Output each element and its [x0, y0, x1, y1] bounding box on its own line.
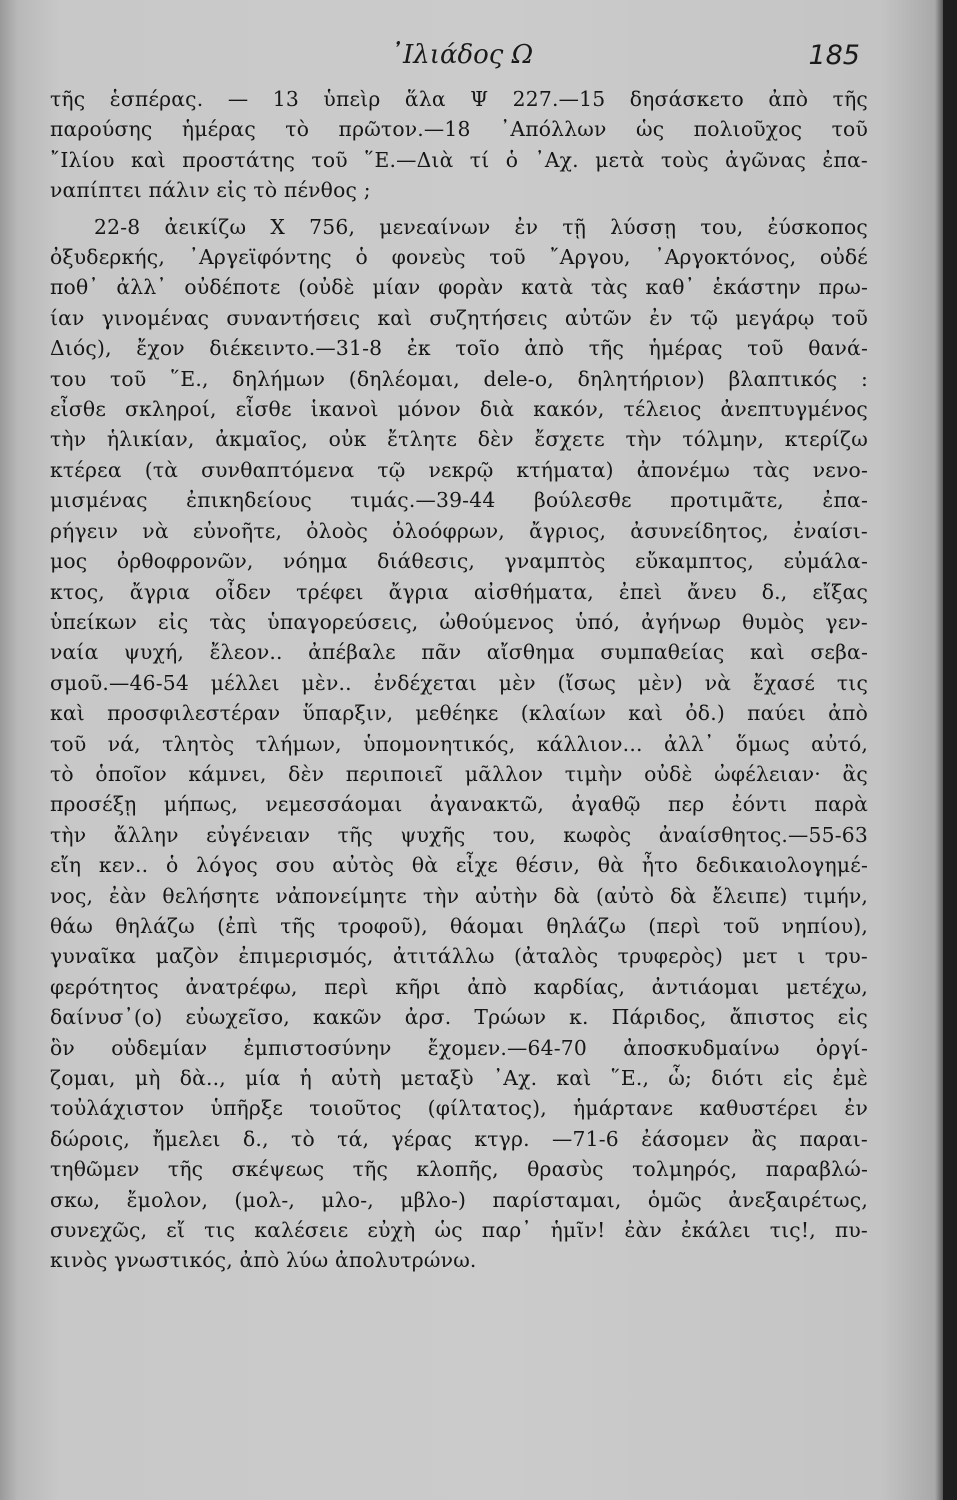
text-line: 22-8 ἀεικίζω Χ 756, μενεαίνων ἐν τῇ λύσσῃ του, ἐύσκοπος: [94, 214, 868, 239]
text-line: κινὸς γνωστικός, ἀπὸ λύω ἀπολυτρώνω.: [50, 1248, 477, 1273]
text-line: τὴν ἡλικίαν, ἀκμαῖος, οὐκ ἔτλητε δὲν ἔσχετε τὴν τόλμην, κτερίζω: [50, 427, 868, 452]
text-line: φερότητος ἀνατρέφω, περὶ κῆρι ἀπὸ καρδίας, ἀντιάομαι μετέχω,: [50, 974, 868, 999]
text-line: ὑπείκων εἰς τὰς ὑπαγορεύσεις, ὠθούμενος ὑπό, ἀγήνωρ θυμὸς γεν-: [50, 609, 868, 634]
text-line: ναία ψυχή, ἔλεον.. ἀπέβαλε πᾶν αἴσθημα συμπαθείας καὶ σεβα-: [50, 640, 868, 665]
text-line: κτέρεα (τὰ συνθαπτόμενα τῷ νεκρῷ κτήματα) ἀπονέμω τὰς νενο-: [50, 457, 868, 482]
text-line: ὀξυδερκής, ᾿Αργεϊφόντης ὁ φονεὺς τοῦ ῎Αργου, ᾿Αργοκτόνος, οὐδέ: [50, 245, 868, 270]
text-line: παρούσης ἡμέρας τὸ πρῶτον.—18 ᾿Απόλλων ὡς πολιοῦχος τοῦ: [50, 117, 868, 142]
text-line: μος ὀρθοφρονῶν, νόημα διάθεσις, γναμπτὸς εὔκαμπτος, εὐμάλα-: [50, 549, 868, 574]
text-line: τοὐλάχιστον ὑπῆρξε τοιοῦτος (φίλτατος), ἡμάρτανε καθυστέρει ἐν: [50, 1096, 868, 1121]
text-line: εἴη κεν.. ὁ λόγος σου αὐτὸς θὰ εἶχε θέσιν, θὰ ἦτο δεδικαιολογημέ-: [50, 853, 868, 878]
page-number: 185: [808, 40, 860, 71]
text-line: ναπίπτει πάλιν εἰς τὸ πένθος ;: [50, 178, 371, 203]
text-line: ίαν γινομένας συναντήσεις καὶ συζητήσεις αὐτῶν ἐν τῷ μεγάρῳ τοῦ: [50, 305, 868, 330]
text-line: γυναῖκα μαζὸν ἐπιμερισμός, ἀτιτάλλω (ἀταλὸς τρυφερὸς) μετ ι τρυ-: [50, 944, 868, 969]
text-line: εἶσθε σκληροί, εἶσθε ἱκανοὶ μόνον διὰ κακόν, τέλειος ἀνεπτυγμένος: [50, 397, 868, 422]
text-line: τοῦ νά, τλητὸς τλήμων, ὑπομονητικός, κάλλιον... ἀλλ᾿ ὅμως αὐτό,: [50, 731, 868, 756]
text-line: τὸ ὁποῖον κάμνει, δὲν περιποιεῖ μᾶλλον τιμὴν οὐδὲ ὠφέλειαν· ἂς: [50, 761, 868, 786]
text-line: σκω, ἔμολον, (μολ-, μλο-, μβλο-) παρίσταμαι, ὁμῶς ἀνεξαιρέτως,: [50, 1187, 868, 1212]
text-line: τὴν ἄλλην εὐγένειαν τῆς ψυχῆς του, κωφὸς ἀναίσθητος.—55-63: [50, 822, 868, 847]
text-line: τῆς ἑσπέρας. — 13 ὑπεὶρ ἅλα Ψ 227.—15 δησάσκετο ἀπὸ τῆς: [50, 87, 868, 111]
text-line: προσέξῃ μήπως, νεμεσσάομαι ἀγανακτῶ, ἀγαθῷ περ ἐόντι παρὰ: [50, 792, 868, 817]
text-line: καὶ προσφιλεστέραν ὕπαρξιν, μεθέηκε (κλαίων καὶ ὀδ.) παύει ἀπὸ: [50, 701, 868, 726]
text-line: θάω θηλάζω (ἐπὶ τῆς τροφοῦ), θάομαι θηλάζω (περὶ τοῦ νηπίου),: [50, 913, 868, 938]
text-line: μισμένας ἐπικηδείους τιμάς.—39-44 βούλεσθε προτιμᾶτε, ἐπα-: [50, 488, 868, 513]
running-title: ᾿Ιλιάδος Ω: [390, 40, 534, 70]
text-line: ρήγειν νὰ εὐνοῆτε, ὀλοὸς ὀλοόφρων, ἄγριος, ἀσυνείδητος, ἐναίσι-: [50, 518, 868, 543]
text-line: ποθ᾿ ἀλλ᾿ οὐδέποτε (οὐδὲ μίαν φορὰν κατὰ τὰς καθ᾿ ἑκάστην πρω-: [50, 275, 868, 300]
text-line: του τοῦ ῞Ε., δηλήμων (δηλέομαι, dele-o, δηλητήριον) βλαπτικός :: [50, 366, 868, 391]
page-header: [50, 40, 868, 84]
text-line: ζομαι, μὴ δὰ.., μία ἡ αὐτὴ μεταξὺ ᾿Αχ. καὶ ῞Ε., ὧ; διότι εἰς ἐμὲ: [50, 1066, 868, 1090]
text-line: συνεχῶς, εἴ τις καλέσειε εὐχὴ ὡς παρ᾿ ἡμῖν! ἐὰν ἐκάλει τις!, πυ-: [50, 1218, 868, 1243]
text-line: δαίνυσ᾿(ο) εὐωχεῖσο, κακῶν ἀρσ. Τρώων κ. Πάριδος, ἄπιστος εἰς: [50, 1005, 868, 1030]
text-line: ῎Ιλίου καὶ προστάτης τοῦ ῞Ε.—Διὰ τί ὁ ᾿Αχ. μετὰ τοὺς ἀγῶνας ἐπα-: [50, 147, 868, 172]
text-line: τηθῶμεν τῆς σκέψεως τῆς κλοπῆς, θρασὺς τολμηρός, παραβλώ-: [50, 1157, 868, 1182]
text-line: σμοῦ.—46-54 μέλλει μὲν.. ἐνδέχεται μὲν (ἴσως μὲν) νὰ ἔχασέ τις: [50, 670, 868, 695]
text-line: κτος, ἄγρια οἶδεν τρέφει ἄγρια αἰσθήματα, ἐπεὶ ἄνευ δ., εἴξας: [50, 579, 868, 604]
text-line: ὃν οὐδεμίαν ἐμπιστοσύνην ἔχομεν.—64-70 ἀποσκυδμαίνω ὀργί-: [50, 1035, 868, 1060]
book-spine-shadow: [943, 0, 957, 1500]
text-line: νος, ἐὰν θελήσητε νἀπονείμητε τὴν αὐτὴν δὰ (αὐτὸ δὰ ἔλειπε) τιμήν,: [50, 883, 868, 908]
text-line: Διός), ἔχον διέκειντο.—31-8 ἐκ τοῖο ἀπὸ τῆς ἡμέρας τοῦ θανά-: [50, 336, 868, 361]
commentary-text: [50, 84, 868, 1276]
page-content: [50, 40, 868, 1276]
text-line: δώροις, ἤμελει δ., τὸ τά, γέρας κτγρ. —71-6 ἐάσομεν ἂς παραι-: [50, 1126, 868, 1151]
